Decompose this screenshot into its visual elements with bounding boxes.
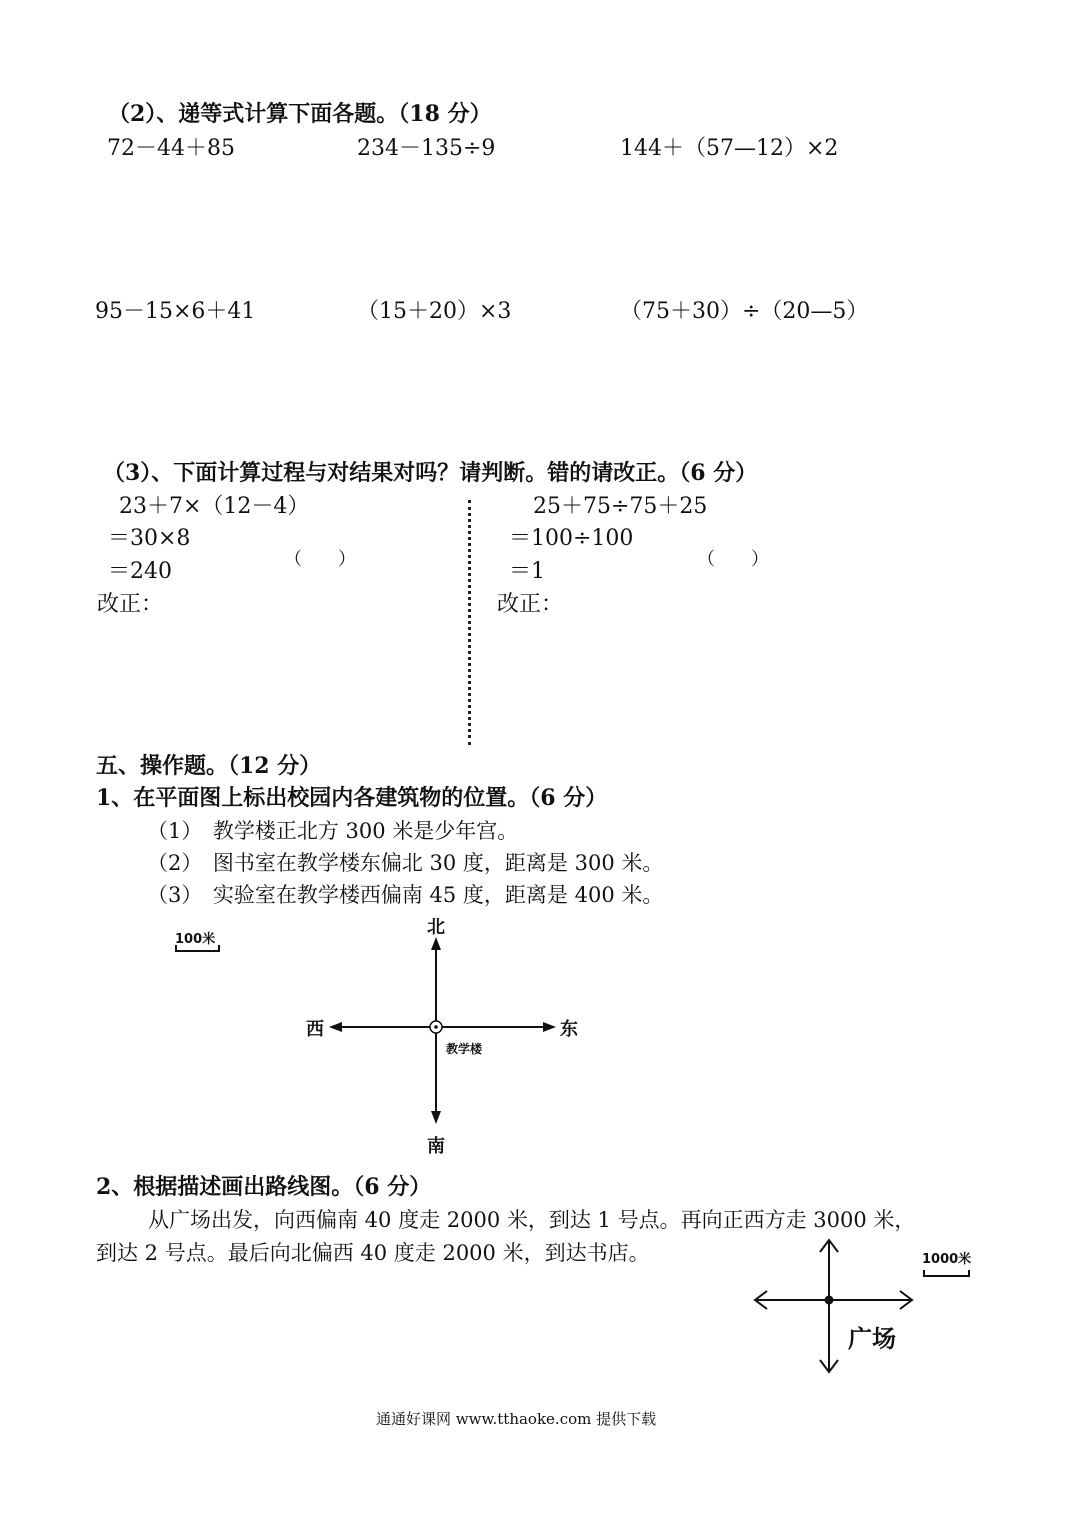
problem-2: 234－135÷9 <box>357 136 496 161</box>
left-judge-blank: （ ） <box>284 549 356 570</box>
right-calc-line1: 25＋75÷75＋25 <box>533 494 708 519</box>
section5-title: 五、操作题。（12 分） <box>96 753 322 779</box>
left-calc-line3: ＝240 <box>108 559 172 584</box>
right-fix-label: 改正： <box>497 592 564 617</box>
problem-5: （15＋20）×3 <box>357 299 512 324</box>
q2-scale-bar <box>924 1270 969 1276</box>
q1-item-3: （3） 实验室在教学楼西偏南 45 度，距离是 400 米。 <box>147 883 664 907</box>
q1-center-label: 教学楼 <box>446 1042 483 1056</box>
right-calc-line2: ＝100÷100 <box>509 526 634 551</box>
q2-text-line2: 到达 2 号点。最后向北偏西 40 度走 2000 米，到达书店。 <box>96 1241 650 1265</box>
right-judge-blank: （ ） <box>697 549 769 570</box>
problem-3: 144＋（57—12）×2 <box>620 136 839 161</box>
q1-south-label: 南 <box>427 1136 445 1157</box>
problem-6: （75＋30）÷（20—5） <box>620 299 869 324</box>
q1-item-2: （2） 图书室在教学楼东偏北 30 度，距离是 300 米。 <box>147 851 664 875</box>
right-calc-line3: ＝1 <box>509 559 545 584</box>
section2-title: （2）、递等式计算下面各题。（18 分） <box>108 101 492 127</box>
q2-title: 2、根据描述画出路线图。（6 分） <box>96 1174 432 1200</box>
q1-scale-label: 100米 <box>175 932 216 947</box>
footer-text: 通通好课网 www.tthaoke.com 提供下载 <box>376 1410 657 1428</box>
q2-center-dot <box>825 1296 834 1305</box>
problem-1: 72－44＋85 <box>107 136 235 161</box>
q1-west-label: 西 <box>306 1019 324 1040</box>
left-calc-line2: ＝30×8 <box>108 526 191 551</box>
q1-title: 1、在平面图上标出校园内各建筑物的位置。（6 分） <box>96 785 608 811</box>
problem-4: 95－15×6＋41 <box>95 299 256 324</box>
left-fix-label: 改正： <box>97 592 164 617</box>
q2-text-line1: 从广场出发，向西偏南 40 度走 2000 米，到达 1 号点。再向正西方走 3000 米， <box>148 1208 916 1232</box>
q1-east-label: 东 <box>560 1019 578 1040</box>
q1-north-label: 北 <box>427 917 445 938</box>
q1-item-1: （1） 教学楼正北方 300 米是少年宫。 <box>147 819 519 843</box>
q2-scale-label: 1000米 <box>922 1252 972 1267</box>
section3-title: （3）、下面计算过程与对结果对吗？请判断。错的请改正。（6 分） <box>103 460 758 486</box>
q2-center-label: 广场 <box>848 1325 896 1353</box>
left-calc-line1: 23＋7×（12－4） <box>119 494 310 519</box>
